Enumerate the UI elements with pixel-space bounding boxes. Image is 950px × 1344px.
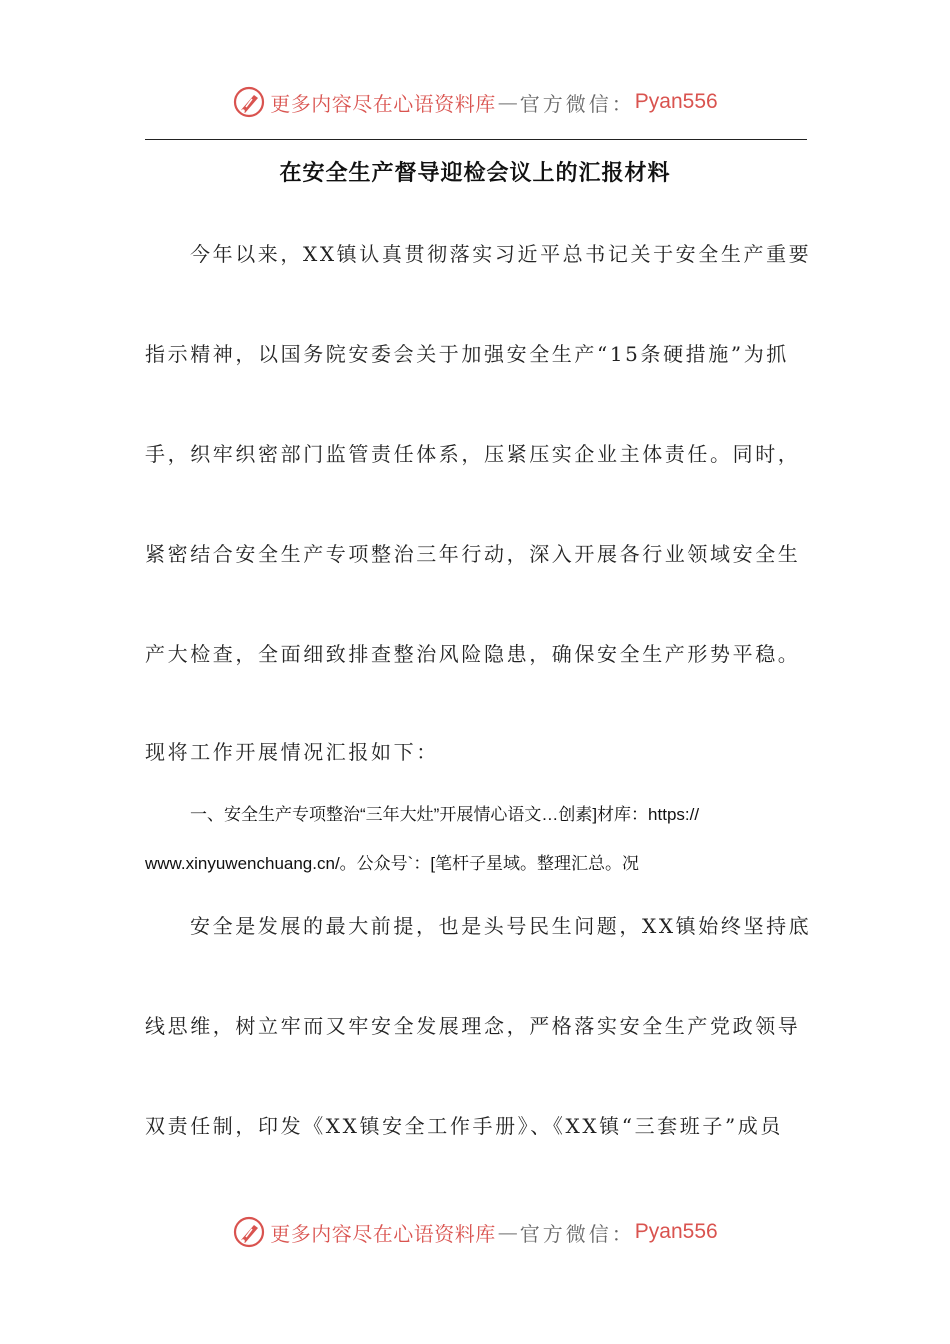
banner-wechat-label: 官方微信： — [519, 1221, 635, 1246]
document-title: 在安全生产督导迎检会议上的汇报材料 — [279, 160, 671, 186]
banner-wechat-id: Pyan556 — [634, 1220, 718, 1243]
body-line: 紧密结合安全生产专项整治三年行动，深入开展各行业领域安全生 — [145, 542, 801, 566]
pen-nib-icon — [232, 85, 266, 119]
pen-nib-icon — [232, 1215, 266, 1249]
body-line: www.xinyuwenchuang.cn/。公众号`：[笔杆子星域。整理汇总。况 — [145, 854, 640, 873]
body-line: 双责任制，印发《XX镇安全工作手册》、《XX镇“三套班子”成员 — [145, 1114, 784, 1138]
banner-promo-text: 更多内容尽在心语资料库 — [270, 1221, 496, 1246]
header-banner — [0, 82, 950, 122]
section-heading: 一、安全生产专项整治“三年大灶”开展情心语文…创素]材库：https:// — [190, 805, 700, 824]
banner-wechat-id: Pyan556 — [634, 90, 718, 113]
body-line: 今年以来，XX镇认真贯彻落实习近平总书记关于安全生产重要 — [190, 242, 812, 266]
body-line: 指示精神，以国务院安委会关于加强安全生产“15条硬措施”为抓 — [145, 342, 789, 366]
body-line: 现将工作开展情况汇报如下： — [145, 740, 439, 764]
body-line: 手，织牢织密部门监管责任体系，压紧压实企业主体责任。同时， — [145, 442, 801, 466]
body-line: 安全是发展的最大前提，也是头号民生问题，XX镇始终坚持底 — [190, 914, 812, 938]
body-line: 产大检查，全面细致排查整治风险隐患，确保安全生产形势平稳。 — [145, 642, 801, 666]
banner-separator: — — [497, 1220, 518, 1244]
banner-promo-text: 更多内容尽在心语资料库 — [270, 91, 496, 116]
footer-banner — [0, 1212, 950, 1252]
banner-wechat-label: 官方微信： — [519, 91, 635, 116]
banner-separator: — — [497, 90, 518, 114]
header-divider — [145, 139, 807, 140]
body-line: 线思维，树立牢而又牢安全发展理念，严格落实安全生产党政领导 — [145, 1014, 801, 1038]
